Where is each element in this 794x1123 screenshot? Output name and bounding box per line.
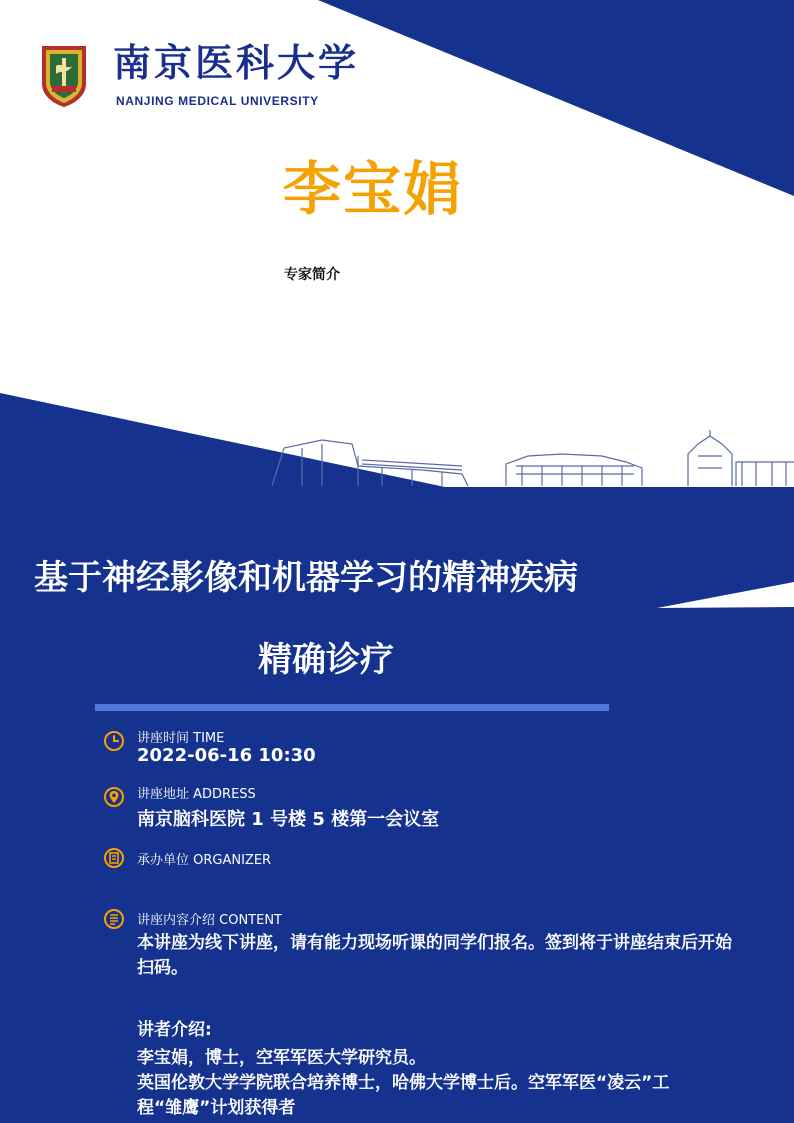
lecturer-line-2: 英国伦敦大学学院联合培养博士，哈佛大学博士后。空军军医“凌云”工: [137, 1073, 670, 1093]
content-description: 本讲座为线下讲座，请有能力现场听课的同学们报名。签到将于讲座结束后开始扫码。: [137, 933, 732, 978]
building-icon: [103, 847, 125, 869]
speaker-name: 李宝娟: [283, 155, 464, 223]
time-label: 讲座时间 TIME: [137, 731, 225, 746]
lecturer-heading: 讲者介绍:: [137, 1020, 212, 1040]
clock-icon: [103, 730, 125, 752]
time-value: 2022-06-16 10:30: [137, 745, 316, 766]
campus-buildings-illustration: [262, 426, 794, 492]
lecturer-line-1: 李宝娟，博士，空军军医大学研究员。: [137, 1048, 426, 1068]
lower-navy-panel: [0, 393, 794, 1123]
organizer-label: 承办单位 ORGANIZER: [137, 853, 272, 868]
lecture-title-line1: 基于神经影像和机器学习的精神疾病: [34, 558, 578, 598]
address-value: 南京脑科医院 1 号楼 5 楼第一会议室: [137, 809, 440, 830]
lecture-title-line2: 精确诊疗: [258, 640, 394, 680]
university-name-en: NANJING MEDICAL UNIVERSITY: [116, 94, 319, 108]
expert-intro-label: 专家简介: [284, 267, 340, 283]
university-crest-icon: [40, 44, 88, 108]
location-pin-icon: [103, 786, 125, 808]
document-list-icon: [103, 908, 125, 930]
lecturer-line-3: 程“雏鹰”计划获得者: [137, 1098, 296, 1118]
content-label: 讲座内容介绍 CONTENT: [137, 913, 282, 928]
address-label: 讲座地址 ADDRESS: [137, 787, 256, 802]
title-divider: [95, 704, 609, 711]
university-name-cn: 南京医科大学: [113, 40, 360, 85]
